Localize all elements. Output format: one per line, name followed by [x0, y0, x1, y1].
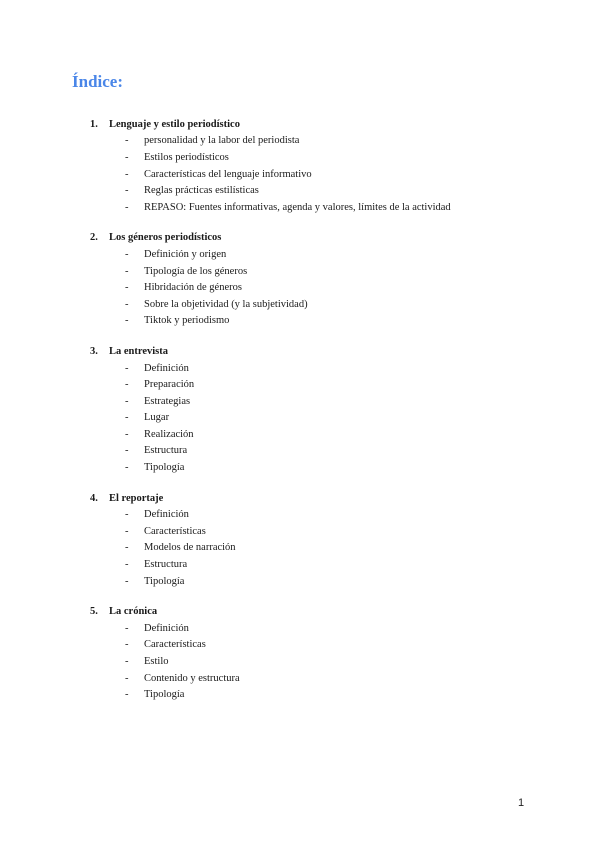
section-number: 3.: [90, 345, 98, 357]
list-item: [0, 376, 600, 393]
list-item-label: Tipología: [144, 462, 185, 474]
list-item-label: Estilo: [144, 656, 169, 668]
toc-section: [0, 116, 600, 216]
section-title: El reportaje: [109, 492, 164, 504]
list-item: [0, 246, 600, 263]
list-item-label: Tipología de los géneros: [144, 265, 248, 277]
list-item-label: Lugar: [144, 412, 170, 424]
dash-bullet: -: [125, 428, 129, 440]
list-item-label: Hibridación de géneros: [144, 282, 242, 294]
list-item-label: Contenido y estructura: [144, 672, 240, 684]
list-item: [0, 313, 600, 330]
list-item: [0, 279, 600, 296]
section-heading: [0, 603, 600, 620]
section-heading: [0, 116, 600, 133]
page-title: Índice:: [72, 72, 123, 91]
page-number: 1: [518, 797, 525, 809]
dash-bullet: -: [125, 248, 129, 260]
dash-bullet: -: [125, 185, 129, 197]
table-of-contents: [0, 116, 600, 717]
section-title: La entrevista: [109, 345, 169, 357]
dash-bullet: -: [125, 315, 129, 327]
list-item-label: Definición: [144, 509, 189, 521]
dash-bullet: -: [125, 362, 129, 374]
section-heading: [0, 343, 600, 360]
list-item-label: Estilos periodísticos: [144, 151, 229, 163]
list-item: [0, 393, 600, 410]
dash-bullet: -: [125, 656, 129, 668]
list-item-label: Definición: [144, 622, 189, 634]
section-item-list: [0, 620, 600, 703]
list-item-label: Tipología: [144, 689, 185, 701]
list-item: [0, 166, 600, 183]
list-item: [0, 556, 600, 573]
section-number: 2.: [90, 232, 98, 244]
dash-bullet: -: [125, 379, 129, 391]
list-item-label: Características del lenguaje informativo: [144, 168, 312, 180]
section-title: Los géneros periodísticos: [109, 232, 222, 244]
list-item-label: Estructura: [144, 559, 188, 571]
list-item: [0, 426, 600, 443]
section-item-list: [0, 133, 600, 216]
dash-bullet: -: [125, 135, 129, 147]
dash-bullet: -: [125, 201, 129, 213]
dash-bullet: -: [125, 575, 129, 587]
section-item-list: [0, 360, 600, 476]
list-item-label: Preparación: [144, 379, 195, 391]
list-item-label: Estructura: [144, 445, 188, 457]
list-item: [0, 443, 600, 460]
toc-section: [0, 490, 600, 590]
list-item: [0, 133, 600, 150]
dash-bullet: -: [125, 462, 129, 474]
list-item-label: Definición y origen: [144, 248, 227, 260]
section-title: La crónica: [109, 606, 158, 618]
list-item: [0, 523, 600, 540]
dash-bullet: -: [125, 265, 129, 277]
toc-section: [0, 230, 600, 330]
list-item-label: Tiktok y periodismo: [144, 315, 230, 327]
list-item: [0, 637, 600, 654]
section-number: 4.: [90, 492, 98, 504]
toc-section: [0, 343, 600, 476]
section-number: 1.: [90, 118, 98, 130]
dash-bullet: -: [125, 151, 129, 163]
list-item: [0, 620, 600, 637]
list-item-label: Modelos de narración: [144, 542, 236, 554]
dash-bullet: -: [125, 559, 129, 571]
dash-bullet: -: [125, 282, 129, 294]
section-number: 5.: [90, 606, 98, 618]
list-item: [0, 459, 600, 476]
dash-bullet: -: [125, 412, 129, 424]
dash-bullet: -: [125, 525, 129, 537]
list-item: [0, 506, 600, 523]
list-item: [0, 263, 600, 280]
dash-bullet: -: [125, 639, 129, 651]
list-item: [0, 410, 600, 427]
list-item: [0, 573, 600, 590]
list-item: [0, 670, 600, 687]
dash-bullet: -: [125, 672, 129, 684]
dash-bullet: -: [125, 509, 129, 521]
dash-bullet: -: [125, 445, 129, 457]
dash-bullet: -: [125, 542, 129, 554]
list-item-label: personalidad y la labor del periodista: [144, 135, 300, 147]
toc-section: [0, 603, 600, 703]
list-item-label: Características: [144, 525, 206, 537]
list-item-label: Definición: [144, 362, 189, 374]
list-item-label: Estrategias: [144, 395, 191, 407]
list-item: [0, 296, 600, 313]
list-item-label: Reglas prácticas estilísticas: [144, 185, 259, 197]
list-item: [0, 686, 600, 703]
list-item: [0, 360, 600, 377]
section-item-list: [0, 506, 600, 589]
list-item: [0, 540, 600, 557]
dash-bullet: -: [125, 298, 129, 310]
list-item: [0, 149, 600, 166]
dash-bullet: -: [125, 168, 129, 180]
section-item-list: [0, 246, 600, 329]
list-item-label: Sobre la objetividad (y la subjetividad): [144, 298, 308, 310]
list-item: [0, 182, 600, 199]
dash-bullet: -: [125, 689, 129, 701]
list-item: [0, 199, 600, 216]
section-heading: [0, 230, 600, 247]
section-title: Lenguaje y estilo periodístico: [109, 118, 240, 130]
dash-bullet: -: [125, 622, 129, 634]
list-item-label: Tipología: [144, 575, 185, 587]
list-item-label: REPASO: Fuentes informativas, agenda y valores, límites de la actividad: [144, 201, 451, 213]
list-item-label: Características: [144, 639, 206, 651]
section-heading: [0, 490, 600, 507]
list-item-label: Realización: [144, 428, 194, 440]
list-item: [0, 653, 600, 670]
dash-bullet: -: [125, 395, 129, 407]
